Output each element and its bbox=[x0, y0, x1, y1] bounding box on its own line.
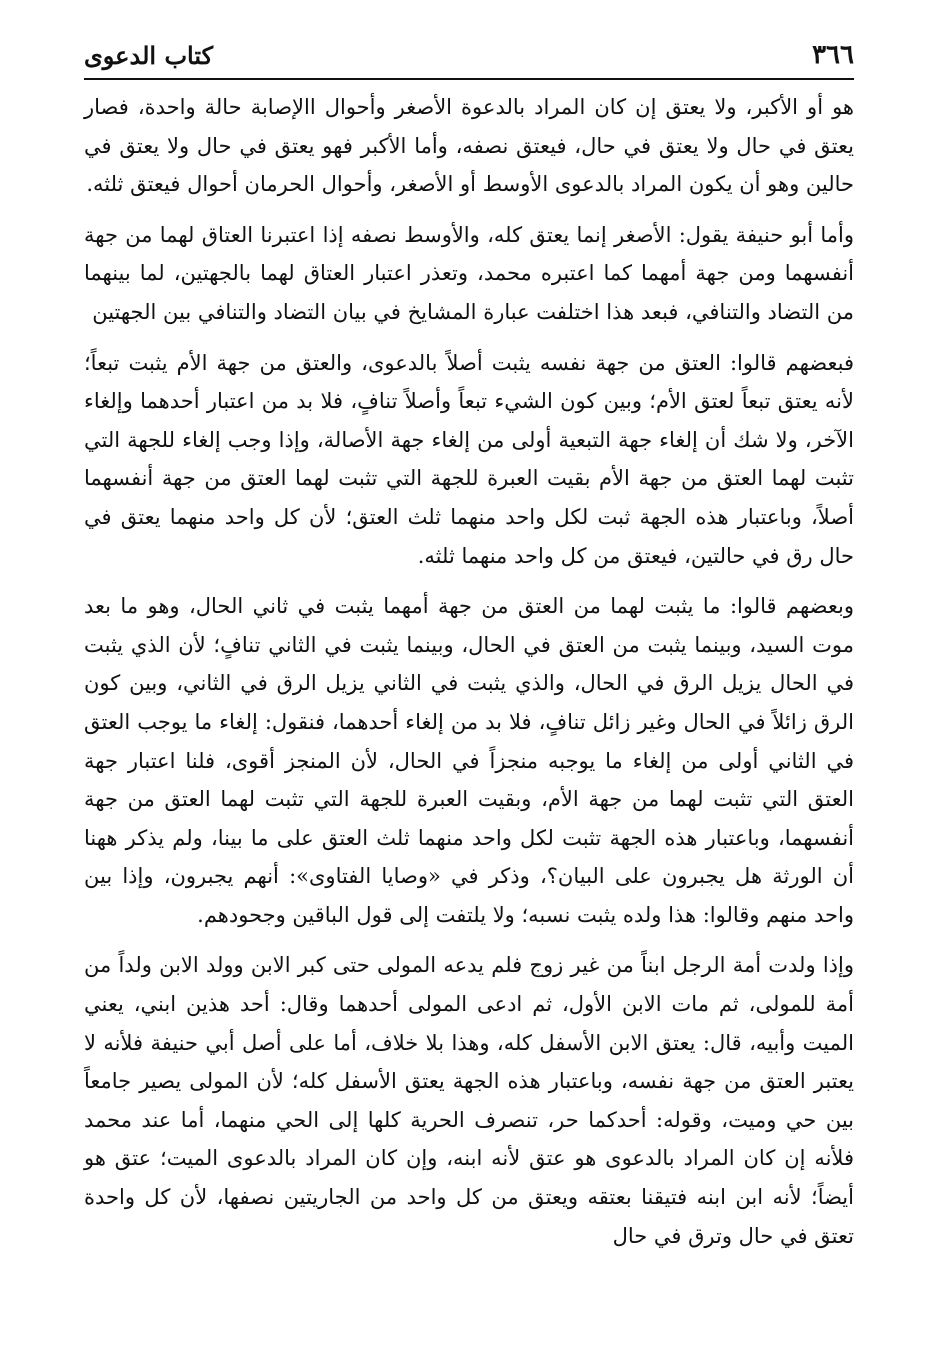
paragraph-2: وأما أبو حنيفة يقول: الأصغر إنما يعتق كله، والأوسط نصفه إذا اعتبرنا العتاق لهما من جهة أنفسهما ومن جهة أمهما كما اعتبره محمد، وتعذر اعتبار العتاق لهما بالجهتين، لما بينهما من التضاد والتنافي، فبعد هذا اختلفت عبارة المشايخ في بيان التضاد والتنافي بين الجهتين bbox=[84, 222, 854, 324]
paragraph-1: هو أو الأكبر، ولا يعتق إن كان المراد بالدعوة الأصغر وأحوال االإصابة حالة واحدة، فصار يعتق في حال ولا يعتق في حال، فيعتق نصفه، وأما الأكبر فهو يعتق في حال ولا يعتق في حالين وهو أن يكون المراد بالدعوى الأوسط أو الأصغر، وأحوال الحرمان أحوال فيعتق ثلثه. bbox=[84, 95, 854, 197]
page-body bbox=[84, 88, 854, 1267]
paragraph-4: وبعضهم قالوا: ما يثبت لهما من العتق من جهة أمهما يثبت في ثاني الحال، وهو ما بعد موت السيد، وبينما يثبت من العتق في الحال، وبينما يثبت في الثاني تنافٍ؛ لأن الذي يثبت في الحال يزيل الرق في الحال، والذي يثبت في الثاني يزيل الرق في الثاني، وبين كون الرق زائلاً في الحال وغير زائل تنافٍ، فلا بد من إلغاء أحدهما، فنقول: إلغاء ما يوجب العتق في الثاني أولى من إلغاء ما يوجبه منجزاً في الحال، لأن المنجز أقوى، فلنا اعتبار جهة العتق التي تثبت لهما من جهة الأم، وبقيت العبرة للجهة التي تثبت لهما العتق من جهة أنفسهما، وباعتبار هذه الجهة تثبت لكل واحد منهما ثلث العتق على ما بينا، ولم يذكر ههنا أن الورثة هل يجبرون على البيان؟، وذكر في «وصايا الفتاوى»: أنهم يجبرون، وإذا بين واحد منهم وقالوا: هذا ولده يثبت نسبه؛ ولا يلتفت إلى قول الباقين وجحودهم. bbox=[84, 594, 854, 927]
paragraph-3: فبعضهم قالوا: العتق من جهة نفسه يثبت أصلاً بالدعوى، والعتق من جهة الأم يثبت تبعاً؛ لأنه يعتق تبعاً لعتق الأم؛ وبين كون الشيء تبعاً وأصلاً تنافٍ، فلا بد من اعتبار أحدهما وإلغاء الآخر، ولا شك أن إلغاء جهة التبعية أولى من إلغاء جهة الأصالة، وإذا وجب إلغاء للجهة التي تثبت لهما العتق من جهة الأم بقيت العبرة للجهة التي تثبت لهما العتق من جهة أنفسهما أصلاً، وباعتبار هذه الجهة ثبت لكل واحد منهما ثلث العتق؛ لأن كل واحد منهما يعتق في حال رق في حالتين، فيعتق من كل واحد منهما ثلثه. bbox=[84, 350, 854, 568]
book-title: كتاب الدعوى bbox=[84, 41, 214, 70]
page-number: ٣٦٦ bbox=[812, 40, 854, 70]
header-divider bbox=[84, 78, 854, 80]
paragraph-5: وإذا ولدت أمة الرجل ابناً من غير زوج فلم يدعه المولى حتى كبر الابن وولد الابن ولداً من أمة للمولى، ثم مات الابن الأول، ثم ادعى المولى أحدهما وقال: أحد هذين ابني، يعني الميت وأبيه، قال: يعتق الابن الأسفل كله، وهذا بلا خلاف، أما على أصل أبي حنيفة فلأنه لا يعتبر العتق من جهة نفسه، وباعتبار هذه الجهة يعتق الأسفل كله؛ لأن المولى يصير جامعاً بين حي وميت، وقوله: أحدكما حر، تنصرف الحرية كلها إلى الحي منهما، أما عند محمد فلأنه إن كان المراد بالدعوى هو عتق لأنه ابنه، وإن كان المراد بالدعوى الميت؛ عتق هو أيضاً؛ لأنه ابن ابنه فتيقنا بعتقه ويعتق من كل واحد من الجاريتين نصفها، لأن كل واحدة تعتق في حال وترق في حال bbox=[84, 953, 854, 1248]
page-header bbox=[84, 30, 854, 70]
